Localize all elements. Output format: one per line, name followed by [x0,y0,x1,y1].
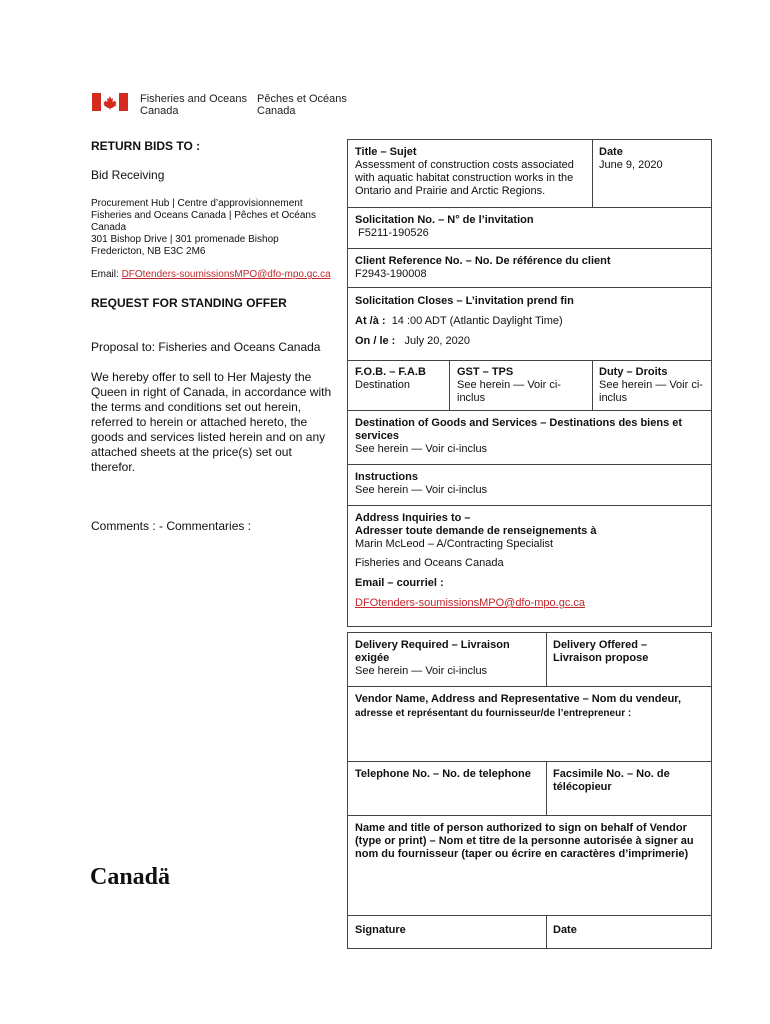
date-cell [599,146,709,172]
inquiries-contact: Marin McLeod – A/Contracting Specialist [355,538,554,550]
telephone-label: Telephone No. – No. de telephone [355,768,531,780]
destination-value: See herein — Voir ci-inclus [355,443,488,455]
fob-cell [355,366,447,392]
date-value: June 9, 2020 [599,159,663,171]
vendor-label-fr: adresse et représentant du fournisseur/de l’entrepreneur : [355,708,632,719]
address-line: Canada [91,222,127,233]
title-label: Title – Sujet [355,146,417,158]
destination-label: Destination of Goods and Services – Destinations des biens et services [355,417,683,442]
fob-label: F.O.B. – F.A.B [355,366,426,378]
address-line: Fredericton, NB E3C 2M6 [91,246,206,257]
delivery-required-cell [355,639,543,678]
delivery-offered-cell[interactable] [553,639,673,665]
canada-wordmark: Canadä [90,864,171,890]
offer-text: We hereby offer to sell to Her Majesty the Queen in right of Canada, in accordance with the terms and conditions set out herein, referred to herein or attached hereto, the goods and services listed herein and on any attached sheets at the price(s) set out therefor. [91,370,332,474]
facsimile-label: Facsimile No. – No. de télécopieur [553,768,670,793]
telephone-cell[interactable] [355,768,543,781]
instructions-cell [355,471,705,497]
on-value: July 20, 2020 [404,335,470,347]
instructions-value: See herein — Voir ci-inclus [355,484,488,496]
client-ref-label: Client Reference No. – No. De référence du client [355,255,611,267]
department-name-fr [257,93,347,117]
at-label: At /à : [355,315,386,327]
return-email-row [91,269,331,280]
return-bids-heading: RETURN BIDS TO : [91,139,201,153]
authorized-label: Name and title of person authorized to sign on behalf of Vendor (type or print) – Nom et titre de la personne autorisée à signer au nom du fournisseur (taper ou écrire en caractères d’imprimerie) [355,822,694,860]
proposal-to: Proposal to: Fisheries and Oceans Canada [91,340,321,354]
instructions-label: Instructions [355,471,418,483]
solicitation-label: Solicitation No. – N° de l’invitation [355,214,534,226]
return-email-link[interactable]: DFOtenders-soumissionsMPO@dfo-mpo.gc.ca [121,269,331,280]
address-line: 301 Bishop Drive | 301 promenade Bishop [91,234,279,245]
solicitation-value: F5211-190526 [358,227,429,239]
date-label: Date [599,146,623,158]
destination-cell [355,417,705,456]
return-address [91,198,341,258]
signature-label: Signature [355,924,406,936]
delivery-required-label: Delivery Required – Livraison exigée [355,639,510,664]
email-label: Email: [91,269,122,280]
comments-label: Comments : - Commentaries : [91,519,252,533]
address-line: Procurement Hub | Centre d’approvisionnement [91,198,303,209]
dept-fr-line1: Pêches et Océans [257,93,347,105]
delivery-required-value: See herein — Voir ci-inclus [355,665,488,677]
gst-cell [457,366,585,405]
signature-date-label: Date [553,924,577,936]
dept-fr-line2: Canada [257,105,296,117]
gst-value: See herein — Voir ci-inclus [457,379,561,404]
signature-cell[interactable] [355,924,543,937]
inquiries-org: Fisheries and Oceans Canada [355,557,504,569]
solicitation-closes-cell [355,295,705,348]
request-title: REQUEST FOR STANDING OFFER [91,296,287,310]
title-cell [355,146,587,198]
dept-en-line2: Canada [140,105,179,117]
inquiries-email-link[interactable]: DFOtenders-soumissionsMPO@dfo-mpo.gc.ca [355,597,586,609]
solicitation-number-cell [355,214,705,240]
duty-value: See herein — Voir ci-inclus [599,379,703,404]
facsimile-cell[interactable] [553,768,693,794]
delivery-offered-label: Delivery Offered – Livraison propose [553,639,649,664]
dept-en-line1: Fisheries and Oceans [140,93,247,105]
on-label: On / le : [355,335,396,347]
at-value: 14 :00 ADT (Atlantic Daylight Time) [391,315,563,327]
inquiries-email-label: Email – courriel : [355,577,444,589]
duty-label: Duty – Droits [599,366,668,378]
client-ref-value: F2943-190008 [355,268,427,280]
title-value: Assessment of construction costs associated with aquatic habitat construction works in the Ontario and Prairie and Arctic Regions. [355,159,574,197]
department-name-en [140,93,247,117]
inquiries-cell [355,512,705,610]
fob-value: Destination [355,379,411,391]
authorized-signatory-cell[interactable] [355,822,707,861]
client-reference-cell [355,255,705,281]
duty-cell [599,366,709,405]
address-line: Fisheries and Oceans Canada | Pêches et Océans [91,210,316,221]
inquiries-label: Address Inquiries to – [355,512,471,524]
vendor-label: Vendor Name, Address and Representative – Nom du vendeur, [355,693,682,705]
bid-receiving: Bid Receiving [91,168,165,182]
closes-label: Solicitation Closes – L’invitation prend fin [355,295,574,307]
inquiries-label-fr: Adresser toute demande de renseignements à [355,525,597,537]
signature-date-cell[interactable] [553,924,703,937]
canada-flag-icon [92,93,128,111]
gst-label: GST – TPS [457,366,514,378]
vendor-name-cell[interactable] [355,693,707,720]
